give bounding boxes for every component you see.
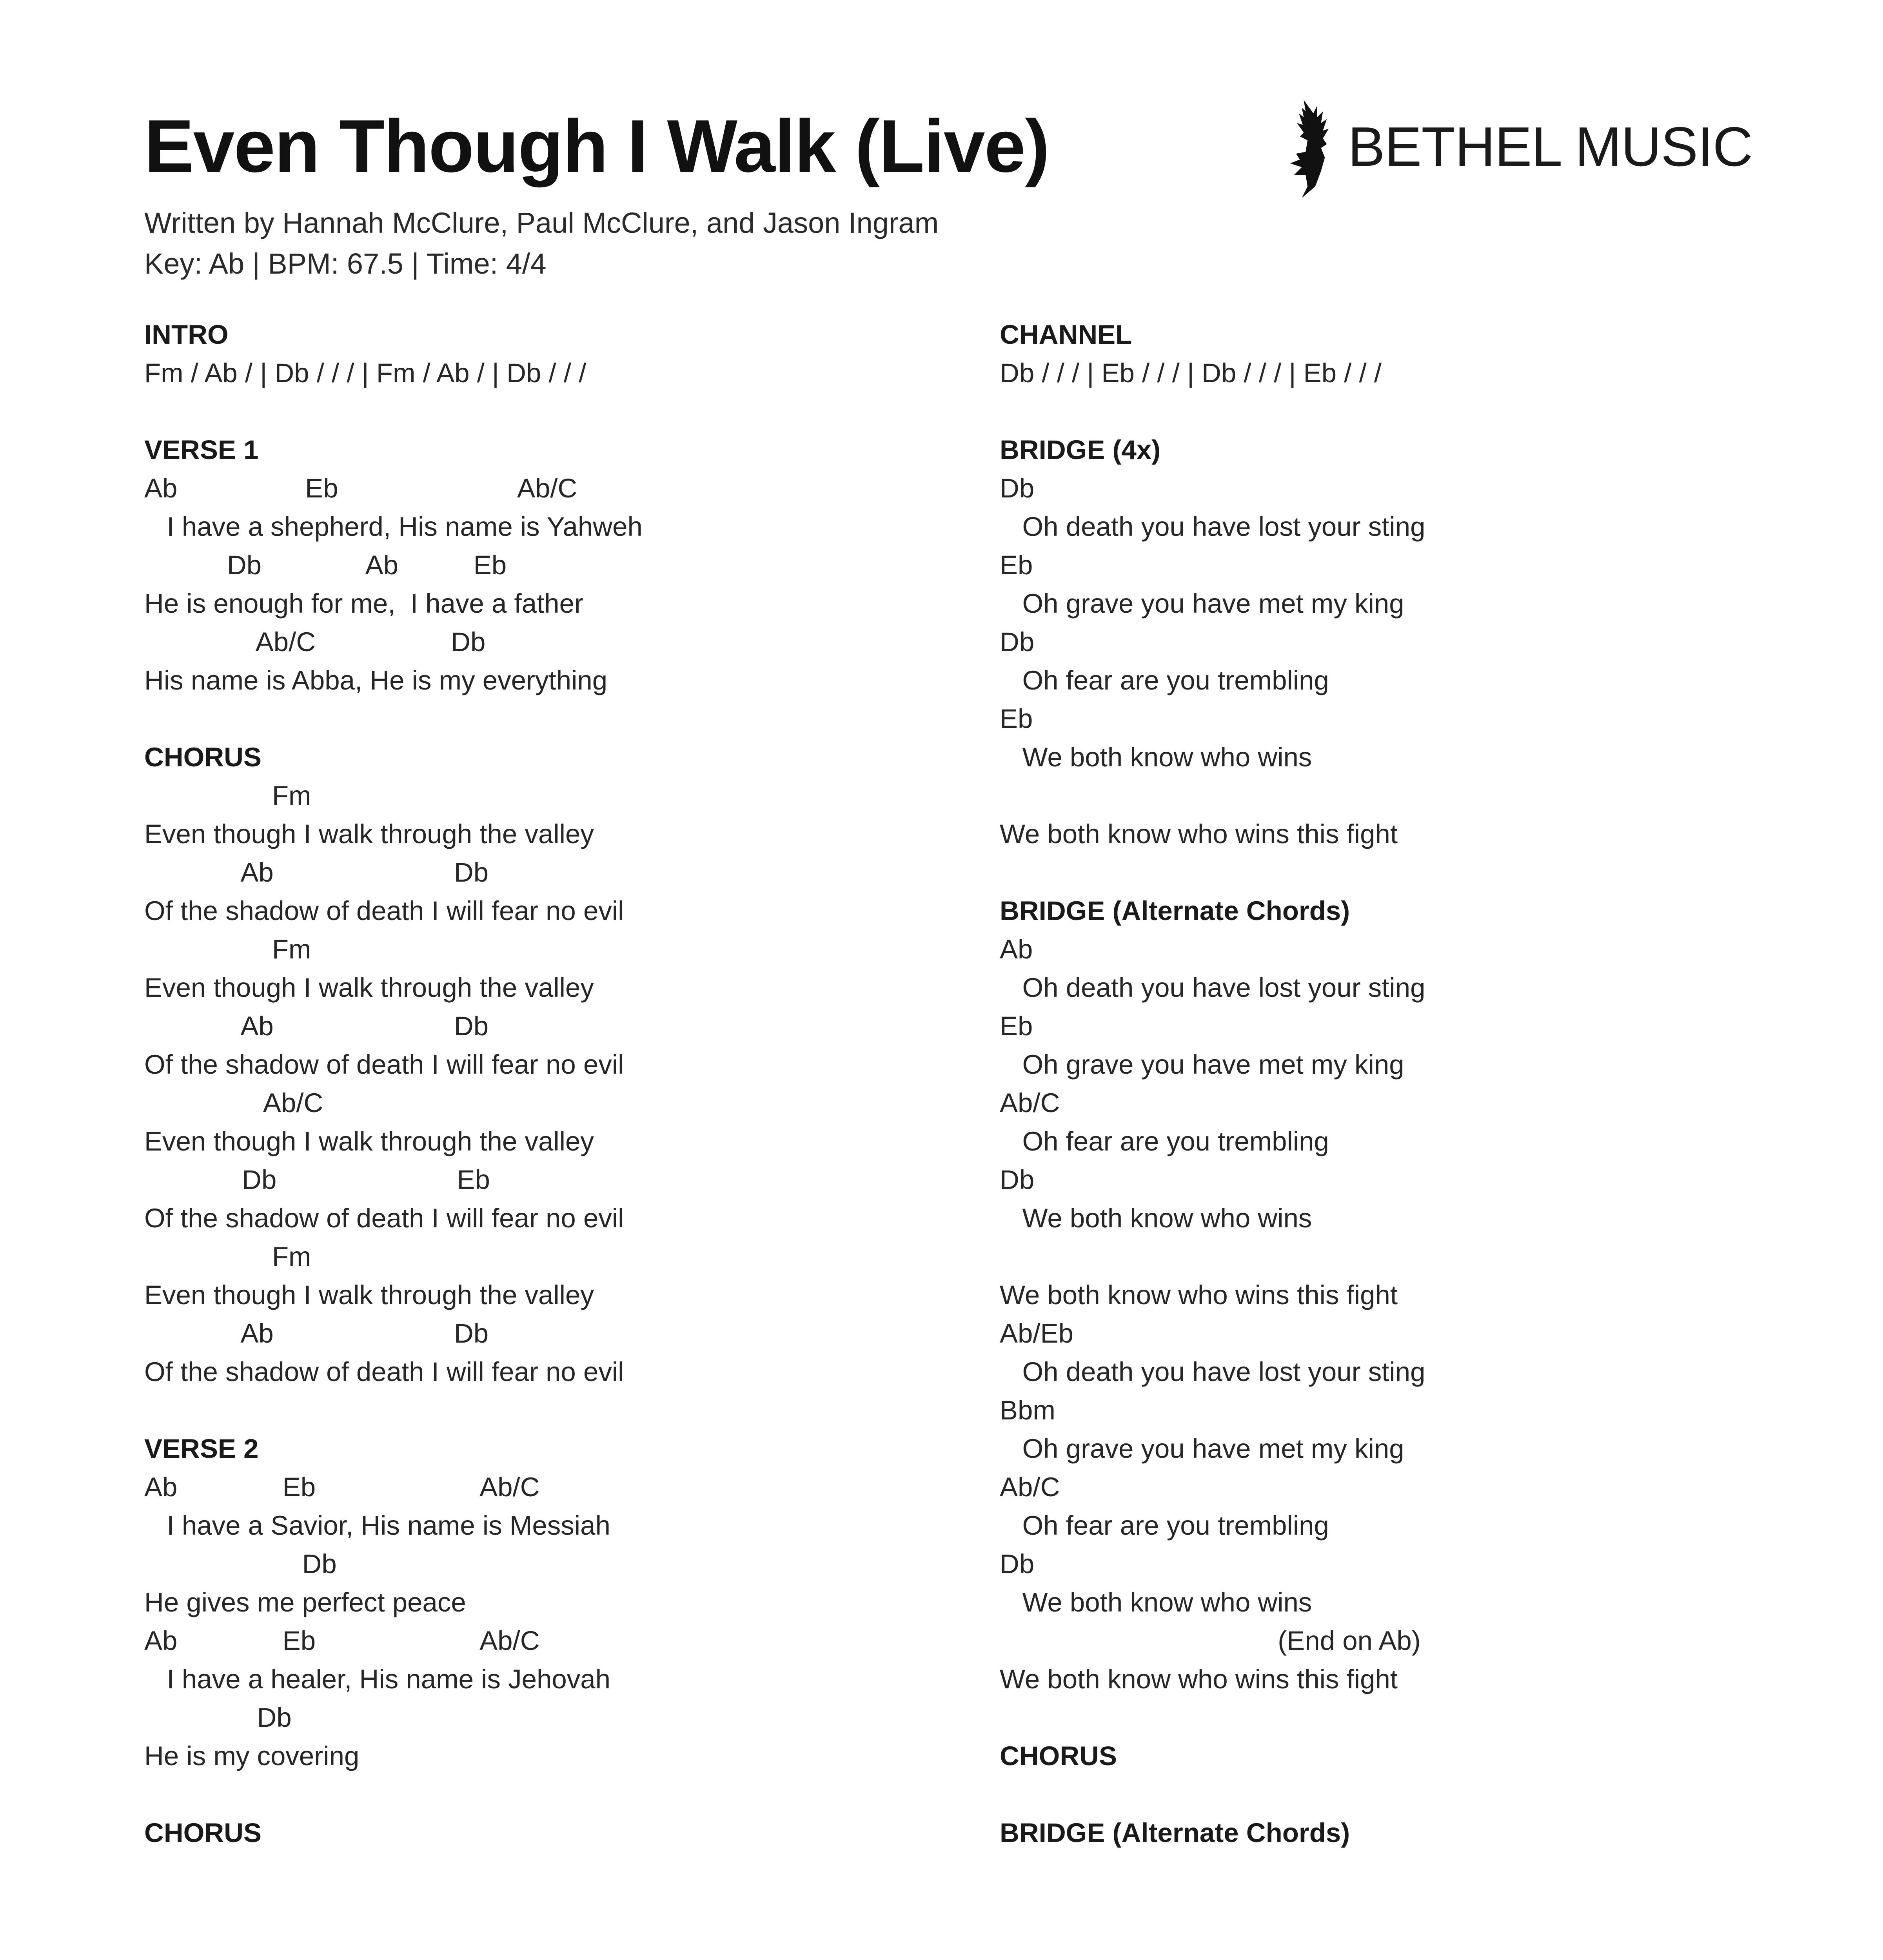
chord-line: Ab Db xyxy=(144,857,489,887)
spacer xyxy=(144,1775,987,1814)
chord-line: Eb xyxy=(1000,550,1033,580)
spacer xyxy=(1000,777,1823,815)
lyric-line: I have a healer, His name is Jehovah xyxy=(144,1664,611,1694)
chord-line: Ab/C Db xyxy=(144,627,486,657)
section-heading: BRIDGE (4x) xyxy=(1000,435,1161,465)
chord-line: Fm / Ab / | Db / / / | Fm / Ab / | Db / / / xyxy=(144,358,587,388)
lyric-line: Even though I walk through the valley xyxy=(144,1126,594,1156)
chord-line: Ab/C xyxy=(144,1088,323,1118)
chord-line: Db xyxy=(1000,1165,1035,1195)
chord-line: Ab Eb Ab/C xyxy=(144,1626,540,1656)
lyric-line: Oh fear are you trembling xyxy=(1000,1126,1329,1156)
chord-line: Ab Eb Ab/C xyxy=(144,473,577,503)
lyric-line: He is my covering xyxy=(144,1741,360,1771)
chord-line: Fm xyxy=(144,934,311,964)
writers-credit: Written by Hannah McClure, Paul McClure, and Jason Ingram xyxy=(144,207,939,239)
spacer xyxy=(1000,1699,1823,1737)
lyric-line: We both know who wins xyxy=(1000,1587,1312,1617)
chord-line: Eb xyxy=(1000,1011,1033,1041)
chord-line: Db Ab Eb xyxy=(144,550,507,580)
chord-line: Ab xyxy=(1000,934,1033,964)
lyric-line: Of the shadow of death I will fear no evil xyxy=(144,1203,624,1233)
lyric-line: Oh death you have lost your sting xyxy=(1000,512,1425,542)
spacer xyxy=(1000,853,1823,892)
chord-line: Db xyxy=(1000,473,1035,503)
spacer xyxy=(1000,1775,1823,1814)
logo-wordmark: BETHEL MUSIC xyxy=(1348,116,1753,178)
chord-line: Ab/Eb xyxy=(1000,1318,1073,1348)
lyric-line: I have a Savior, His name is Messiah xyxy=(144,1510,610,1541)
lyric-line: We both know who wins xyxy=(1000,742,1312,772)
lyric-line: Oh grave you have met my king xyxy=(1000,588,1404,619)
deer-head-icon xyxy=(1282,94,1341,200)
lyric-line: We both know who wins this fight xyxy=(1000,819,1398,849)
chord-line: Ab Db xyxy=(144,1318,489,1348)
spacer xyxy=(1000,392,1823,431)
lyric-line: Even though I walk through the valley xyxy=(144,973,594,1003)
lyric-line: Oh fear are you trembling xyxy=(1000,665,1329,695)
lyric-line: Even though I walk through the valley xyxy=(144,819,594,849)
lyric-line: Oh grave you have met my king xyxy=(1000,1049,1404,1080)
lyric-line: His name is Abba, He is my everything xyxy=(144,665,608,695)
spacer xyxy=(144,700,987,738)
section-heading: BRIDGE (Alternate Chords) xyxy=(1000,896,1350,926)
chord-line: Db xyxy=(1000,627,1035,657)
chord-line: Eb xyxy=(1000,704,1033,734)
spacer xyxy=(144,1391,987,1430)
lyric-line: He is enough for me, I have a father xyxy=(144,588,583,619)
chord-line: Ab Db xyxy=(144,1011,489,1041)
lyric-line: I have a shepherd, His name is Yahweh xyxy=(144,512,643,542)
chord-line: Ab/C xyxy=(1000,1472,1060,1502)
chord-line: Ab/C xyxy=(1000,1088,1060,1118)
right-column xyxy=(1000,316,1823,1852)
section-heading: INTRO xyxy=(144,319,229,350)
lyric-line: Oh grave you have met my king xyxy=(1000,1434,1404,1464)
section-heading: CHANNEL xyxy=(1000,319,1132,350)
lyric-line: Oh death you have lost your sting xyxy=(1000,1357,1425,1387)
lyric-line: We both know who wins xyxy=(1000,1203,1312,1233)
section-heading: VERSE 2 xyxy=(144,1434,259,1464)
chord-line: Fm xyxy=(144,780,311,811)
lyric-line: He gives me perfect peace xyxy=(144,1587,466,1617)
chord-line: Db / / / | Eb / / / | Db / / / | Eb / / / xyxy=(1000,358,1382,388)
chord-line: Db xyxy=(1000,1549,1035,1579)
chord-line: Bbm xyxy=(1000,1395,1055,1425)
spacer xyxy=(144,392,987,431)
spacer xyxy=(1000,1238,1823,1276)
section-heading: CHORUS xyxy=(1000,1741,1117,1771)
chord-line: Db xyxy=(144,1702,292,1733)
left-column xyxy=(144,316,987,1852)
chord-line: Fm xyxy=(144,1241,311,1272)
lyric-line: Oh death you have lost your sting xyxy=(1000,973,1425,1003)
section-heading: BRIDGE (Alternate Chords) xyxy=(1000,1818,1350,1848)
chord-line: Db xyxy=(144,1549,337,1579)
lyric-line: Oh fear are you trembling xyxy=(1000,1510,1329,1541)
lyric-line: We both know who wins this fight xyxy=(1000,1280,1398,1310)
chord-line: (End on Ab) xyxy=(1000,1626,1421,1656)
chord-line: Db Eb xyxy=(144,1165,490,1195)
section-heading: CHORUS xyxy=(144,1818,262,1848)
lyric-line: Of the shadow of death I will fear no evil xyxy=(144,1049,624,1080)
key-bpm-time: Key: Ab | BPM: 67.5 | Time: 4/4 xyxy=(144,247,547,280)
section-heading: CHORUS xyxy=(144,742,262,772)
lyric-line: Even though I walk through the valley xyxy=(144,1280,594,1310)
lyric-line: We both know who wins this fight xyxy=(1000,1664,1398,1694)
chord-line: Ab Eb Ab/C xyxy=(144,1472,540,1502)
song-title: Even Though I Walk (Live) xyxy=(144,105,1049,188)
lyric-line: Of the shadow of death I will fear no evil xyxy=(144,896,624,926)
lyric-line: Of the shadow of death I will fear no evil xyxy=(144,1357,624,1387)
bethel-music-logo xyxy=(1282,94,1752,200)
section-heading: VERSE 1 xyxy=(144,435,259,465)
